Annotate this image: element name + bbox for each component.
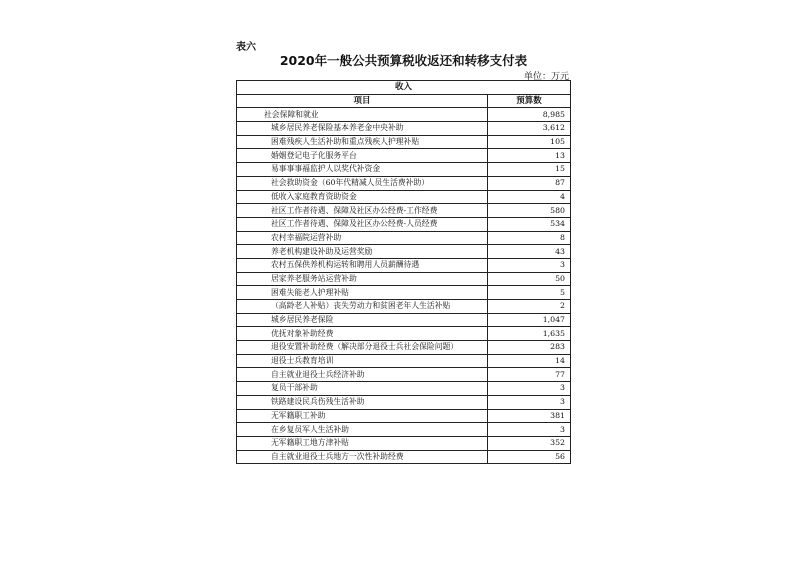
table-row — [237, 450, 571, 464]
column-header-budget: 预算数 — [488, 94, 571, 108]
table-row — [237, 231, 571, 245]
table-row — [237, 217, 571, 231]
row-budget-value: 3 — [488, 395, 571, 409]
table-row — [237, 272, 571, 286]
row-budget-value: 43 — [488, 245, 571, 259]
table-row — [237, 204, 571, 218]
table-row — [237, 395, 571, 409]
row-budget-value: 3 — [488, 382, 571, 396]
section-header-row — [237, 81, 571, 95]
row-item-name: 城乡居民养老保险基本养老金中央补助 — [237, 122, 488, 136]
table-row — [237, 354, 571, 368]
row-item-name: 自主就业退役士兵地方一次性补助经费 — [237, 450, 488, 464]
row-item-name: 困难失能老人护理补贴 — [237, 286, 488, 300]
row-item-name: （高龄老人补贴）丧失劳动力和贫困老年人生活补贴 — [237, 300, 488, 314]
row-item-name: 农村五保供养机构运转和聘用人员薪酬待遇 — [237, 258, 488, 272]
table-row — [237, 135, 571, 149]
row-budget-value: 15 — [488, 163, 571, 177]
document-title: 2020年一般公共预算税收返还和转移支付表 — [279, 53, 528, 68]
row-budget-value: 381 — [488, 409, 571, 423]
row-budget-value: 1,635 — [488, 327, 571, 341]
row-item-name: 婚姻登记电子化服务平台 — [237, 149, 488, 163]
table-row — [237, 108, 571, 122]
row-item-name: 无军籍职工补助 — [237, 409, 488, 423]
row-item-name: 无军籍职工地方津补贴 — [237, 436, 488, 450]
table-row — [237, 327, 571, 341]
row-budget-value: 5 — [488, 286, 571, 300]
row-budget-value: 3 — [488, 258, 571, 272]
section-header: 收入 — [237, 81, 571, 95]
table-row — [237, 176, 571, 190]
table-body — [237, 108, 571, 464]
row-budget-value: 4 — [488, 190, 571, 204]
row-budget-value: 13 — [488, 149, 571, 163]
table-row — [237, 300, 571, 314]
row-item-name: 退役安置补助经费（解决部分退役士兵社会保险问题） — [237, 341, 488, 355]
table-row — [237, 313, 571, 327]
row-budget-value: 14 — [488, 354, 571, 368]
row-item-name: 社区工作者待遇、保障及社区办公经费-工作经费 — [237, 204, 488, 218]
row-item-name: 农村幸福院运营补助 — [237, 231, 488, 245]
row-budget-value: 8 — [488, 231, 571, 245]
row-budget-value: 1,047 — [488, 313, 571, 327]
row-budget-value: 580 — [488, 204, 571, 218]
table-row — [237, 258, 571, 272]
row-budget-value: 3,612 — [488, 122, 571, 136]
table-row — [237, 122, 571, 136]
row-item-name: 居家养老服务站运营补助 — [237, 272, 488, 286]
table-row — [237, 368, 571, 382]
table-row — [237, 341, 571, 355]
table-row — [237, 382, 571, 396]
budget-table — [236, 80, 571, 464]
row-budget-value: 2 — [488, 300, 571, 314]
row-item-name: 复员干部补助 — [237, 382, 488, 396]
table-row — [237, 149, 571, 163]
column-header-row — [237, 94, 571, 108]
row-item-name: 优抚对象补助经费 — [237, 327, 488, 341]
table-row — [237, 436, 571, 450]
row-item-name: 困难残疾人生活补助和重点残疾人护理补贴 — [237, 135, 488, 149]
row-budget-value: 283 — [488, 341, 571, 355]
row-item-name: 养老机构建设补助及运营奖励 — [237, 245, 488, 259]
row-budget-value: 352 — [488, 436, 571, 450]
table-row — [237, 409, 571, 423]
row-budget-value: 87 — [488, 176, 571, 190]
row-budget-value: 105 — [488, 135, 571, 149]
table-row — [237, 423, 571, 437]
row-item-name: 自主就业退役士兵经济补助 — [237, 368, 488, 382]
row-item-name: 低收入家庭教育资助资金 — [237, 190, 488, 204]
row-item-name: 退役士兵教育培训 — [237, 354, 488, 368]
unit-label: 单位：万元 — [523, 72, 569, 82]
row-item-name: 社会救助资金（60年代精减人员生活费补助） — [237, 176, 488, 190]
table-row — [237, 286, 571, 300]
row-budget-value: 3 — [488, 423, 571, 437]
row-item-name: 城乡居民养老保险 — [237, 313, 488, 327]
row-item-name: 社区工作者待遇、保障及社区办公经费-人员经费 — [237, 217, 488, 231]
row-item-name: 社会保障和就业 — [237, 108, 488, 122]
row-item-name: 铁路建设民兵伤残生活补助 — [237, 395, 488, 409]
row-budget-value: 50 — [488, 272, 571, 286]
row-budget-value: 77 — [488, 368, 571, 382]
row-item-name: 在乡复员军人生活补助 — [237, 423, 488, 437]
table-row — [237, 163, 571, 177]
row-budget-value: 56 — [488, 450, 571, 464]
table-row — [237, 245, 571, 259]
column-header-item: 项目 — [237, 94, 488, 108]
row-budget-value: 534 — [488, 217, 571, 231]
row-budget-value: 8,985 — [488, 108, 571, 122]
row-item-name: 易事事事福监护人以奖代补资金 — [237, 163, 488, 177]
table-number: 表六 — [236, 42, 256, 53]
table-row — [237, 190, 571, 204]
